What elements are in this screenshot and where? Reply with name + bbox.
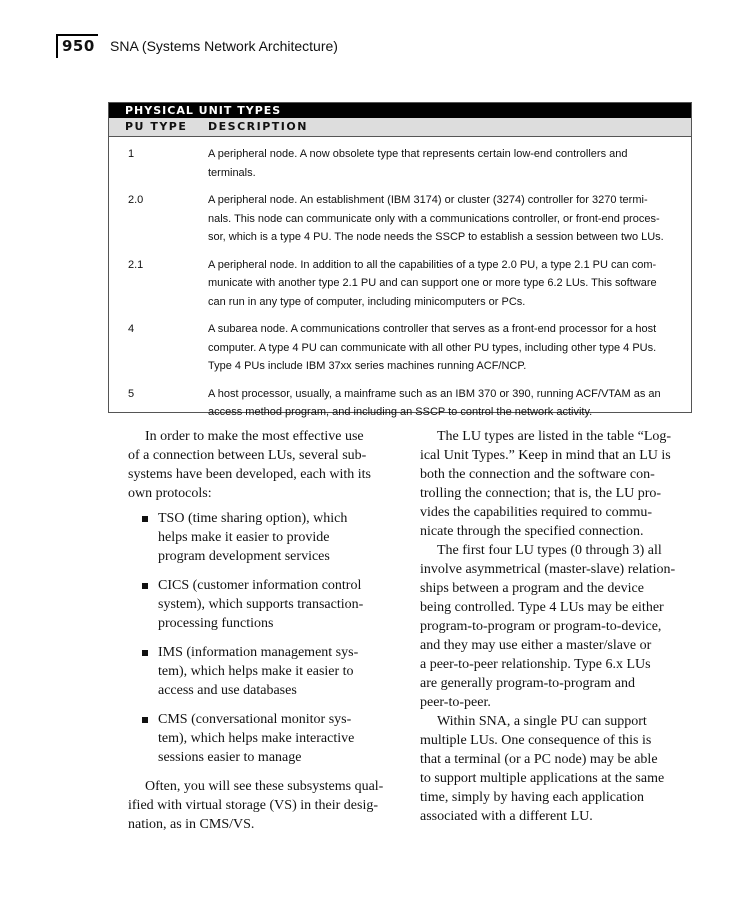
description-line: nals. This node can communicate only with a communications controller, or front-end proces-	[208, 212, 660, 225]
text-line: CICS (customer information control	[158, 578, 362, 593]
text-line: nicate through the specified connection.	[420, 524, 644, 539]
text-line: trolling the connection; that is, the LU pro-	[420, 486, 662, 501]
text-line: involve asymmetrical (master-slave) relation-	[420, 562, 676, 577]
intro-paragraph	[128, 427, 398, 503]
text-line: In order to make the most effective use	[145, 429, 364, 444]
text-line: IMS (information management sys-	[158, 645, 359, 660]
pu-type-cell: 2.0	[128, 194, 144, 206]
text-line: systems have been developed, each with its	[128, 467, 371, 482]
table-header-row	[109, 118, 691, 137]
text-line: processing functions	[158, 616, 274, 631]
page-number: 950	[62, 37, 95, 55]
text-line: The first four LU types (0 through 3) all	[437, 543, 662, 558]
text-line: ified with virtual storage (VS) in their desig-	[128, 798, 378, 813]
text-line: associated with a different LU.	[420, 809, 593, 824]
pu-type-cell: 2.1	[128, 258, 144, 271]
text-line: Often, you will see these subsystems qual-	[145, 779, 384, 794]
text-line: sessions easier to manage	[158, 750, 302, 765]
description-cell	[208, 385, 691, 422]
text-line: tem), which helps make interactive	[158, 731, 355, 746]
text-line: tem), which helps make it easier to	[158, 664, 354, 679]
description-line: terminals.	[208, 166, 256, 179]
text-line: and they may use either a master/slave or	[420, 638, 652, 653]
text-line: being controlled. Type 4 LUs may be either	[420, 600, 664, 615]
column-header-pu-type: PU TYPE	[125, 120, 188, 133]
description-line: A subarea node. A communications controller that serves as a front-end processor for a host	[208, 323, 657, 335]
description-cell	[208, 320, 691, 376]
text-line: program-to-program or program-to-device,	[420, 619, 662, 634]
table-row	[109, 320, 691, 376]
list-item	[128, 509, 398, 566]
text-line: ships between a program and the device	[420, 581, 644, 596]
running-head: SNA (Systems Network Architecture)	[110, 38, 338, 54]
text-line: own protocols:	[128, 486, 212, 501]
table-row	[109, 385, 691, 422]
pu-type-cell: 5	[128, 387, 135, 400]
table-row	[109, 256, 691, 312]
description-line: A peripheral node. In addition to all the capabilities of a type 2.0 PU, a type 2.1 PU can com-	[208, 258, 657, 271]
right-column	[420, 427, 700, 826]
description-line: can run in any type of computer, including minicomputers or PCs.	[208, 295, 526, 308]
description-cell	[208, 191, 691, 247]
description-line: sor, which is a type 4 PU. The node needs the SSCP to establish a session between two LUs.	[208, 231, 664, 243]
bullet-icon	[142, 583, 148, 589]
text-line: that a terminal (or a PC node) may be able	[420, 752, 658, 767]
column-header-description: DESCRIPTION	[208, 120, 308, 133]
description-cell	[208, 256, 691, 312]
text-line: peer-to-peer.	[420, 695, 491, 710]
physical-unit-types-table	[108, 102, 692, 418]
text-line: TSO (time sharing option), which	[158, 511, 348, 526]
table-row	[109, 191, 691, 247]
text-line: nation, as in CMS/VS.	[128, 817, 255, 832]
paragraph-multiple-lus	[420, 712, 700, 826]
text-line: ical Unit Types.” Keep in mind that an LU is	[420, 448, 671, 463]
description-line: A peripheral node. A now obsolete type that represents certain low-end controllers and	[208, 148, 628, 160]
text-line: time, simply by having each application	[420, 790, 644, 805]
text-line: The LU types are listed in the table “Log-	[437, 429, 672, 444]
table-title: PHYSICAL UNIT TYPES	[109, 103, 691, 118]
outro-paragraph	[128, 777, 398, 834]
description-line: Type 4 PUs include IBM 37xx series machines running ACF/NCP.	[208, 360, 527, 372]
list-item	[128, 576, 398, 633]
bullet-icon	[142, 650, 148, 656]
bullet-icon	[142, 516, 148, 522]
table-row	[109, 145, 691, 182]
list-item	[128, 710, 398, 767]
text-line: access and use databases	[158, 683, 297, 698]
bullet-icon	[142, 717, 148, 723]
text-line: CMS (conversational monitor sys-	[158, 712, 352, 727]
text-line: program development services	[158, 549, 330, 564]
description-line: A peripheral node. An establishment (IBM 3174) or cluster (3274) controller for 3270 termi-	[208, 194, 648, 206]
description-line: municate with another type 2.1 PU and can support one or more type 6.2 LUs. This software	[208, 277, 657, 289]
table-body	[109, 137, 691, 422]
list-item	[128, 643, 398, 700]
text-line: helps make it easier to provide	[158, 530, 330, 545]
description-line: access method program, and including an SSCP to control the network activity.	[208, 406, 593, 418]
text-line: vides the capabilities required to commu-	[420, 505, 653, 520]
description-line: computer. A type 4 PU can communicate with all other PU types, including other type 4 PUs.	[208, 341, 657, 354]
text-line: of a connection between LUs, several sub-	[128, 448, 367, 463]
text-line: are generally program-to-program and	[420, 676, 635, 691]
text-line: multiple LUs. One consequence of this is	[420, 733, 652, 748]
paragraph-lu-types	[420, 427, 700, 541]
text-line: system), which supports transaction-	[158, 597, 364, 612]
text-line: a peer-to-peer relationship. Type 6.x LUs	[420, 657, 651, 672]
description-line: A host processor, usually, a mainframe such as an IBM 370 or 390, running ACF/VTAM as an	[208, 387, 661, 400]
pu-type-cell: 1	[128, 148, 135, 160]
left-column	[128, 427, 398, 834]
paragraph-lu-relationships	[420, 541, 700, 712]
pu-type-cell: 4	[128, 323, 135, 335]
text-line: to support multiple applications at the same	[420, 771, 665, 786]
text-line: both the connection and the software con-	[420, 467, 655, 482]
subsystem-list	[128, 509, 398, 767]
text-line: Within SNA, a single PU can support	[437, 714, 647, 729]
description-cell	[208, 145, 691, 182]
